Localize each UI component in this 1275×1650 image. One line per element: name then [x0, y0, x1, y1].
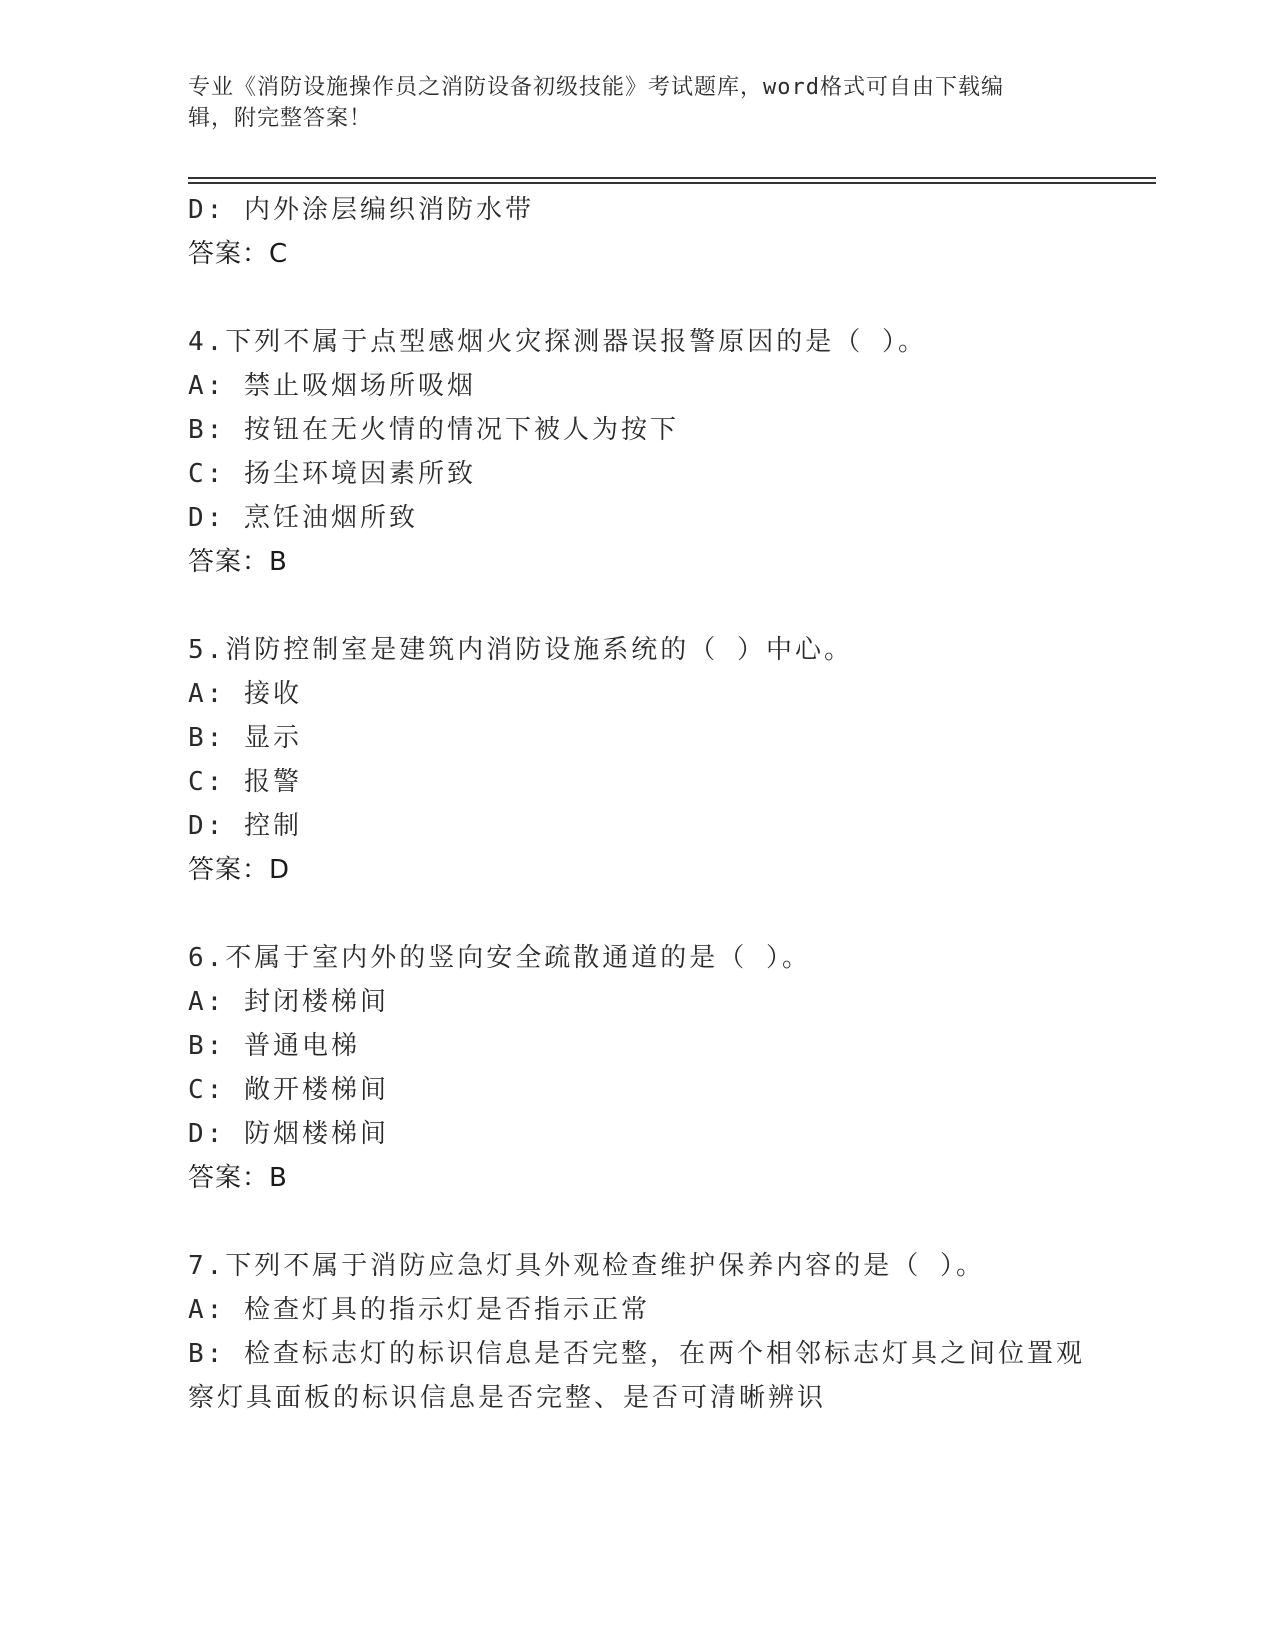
question-6-option-c: C: 敞开楼梯间: [188, 1075, 389, 1105]
question-4-option-a: A: 禁止吸烟场所吸烟: [188, 371, 476, 401]
question-6-answer: 答案：B: [188, 1163, 288, 1193]
question-6-option-d: D: 防烟楼梯间: [188, 1119, 389, 1149]
question-7-option-b-continued: 察灯具面板的标识信息是否完整、是否可清晰辨识: [188, 1383, 827, 1413]
document-header: [188, 72, 1068, 134]
header-divider-top: [188, 177, 1156, 179]
question-6-stem: 6.不属于室内外的竖向安全疏散通道的是（ ）。: [188, 943, 811, 973]
question-7-option-b: B: 检查标志灯的标识信息是否完整，在两个相邻标志灯具之间位置观: [188, 1339, 1085, 1369]
header-line-1: 专业《消防设施操作员之消防设备初级技能》考试题库，word格式可自由下载编: [188, 75, 1004, 100]
question-4-option-b: B: 按钮在无火情的情况下被人为按下: [188, 415, 679, 445]
question-4-option-c: C: 扬尘环境因素所致: [188, 459, 476, 489]
question-7-option-a: A: 检查灯具的指示灯是否指示正常: [188, 1295, 650, 1325]
question-6-option-b: B: 普通电梯: [188, 1031, 360, 1061]
question-5-option-d: D: 控制: [188, 811, 302, 841]
answer-continued: 答案：C: [188, 239, 289, 269]
question-4-answer: 答案：B: [188, 547, 288, 577]
question-5-option-b: B: 显示: [188, 723, 302, 753]
question-5-stem: 5.消防控制室是建筑内消防设施系统的（ ）中心。: [188, 635, 853, 665]
header-line-2: 辑，附完整答案！: [188, 106, 373, 131]
option-d-continued: D: 内外涂层编织消防水带: [188, 195, 534, 225]
header-divider-bottom: [188, 182, 1156, 184]
question-5-option-c: C: 报警: [188, 767, 302, 797]
question-5-option-a: A: 接收: [188, 679, 302, 709]
question-4-stem: 4.下列不属于点型感烟火灾探测器误报警原因的是（ ）。: [188, 327, 927, 357]
question-5-answer: 答案：D: [188, 855, 291, 885]
question-4-option-d: D: 烹饪油烟所致: [188, 503, 418, 533]
question-6-option-a: A: 封闭楼梯间: [188, 987, 389, 1017]
question-7-stem: 7.下列不属于消防应急灯具外观检查维护保养内容的是（ ）。: [188, 1251, 985, 1281]
